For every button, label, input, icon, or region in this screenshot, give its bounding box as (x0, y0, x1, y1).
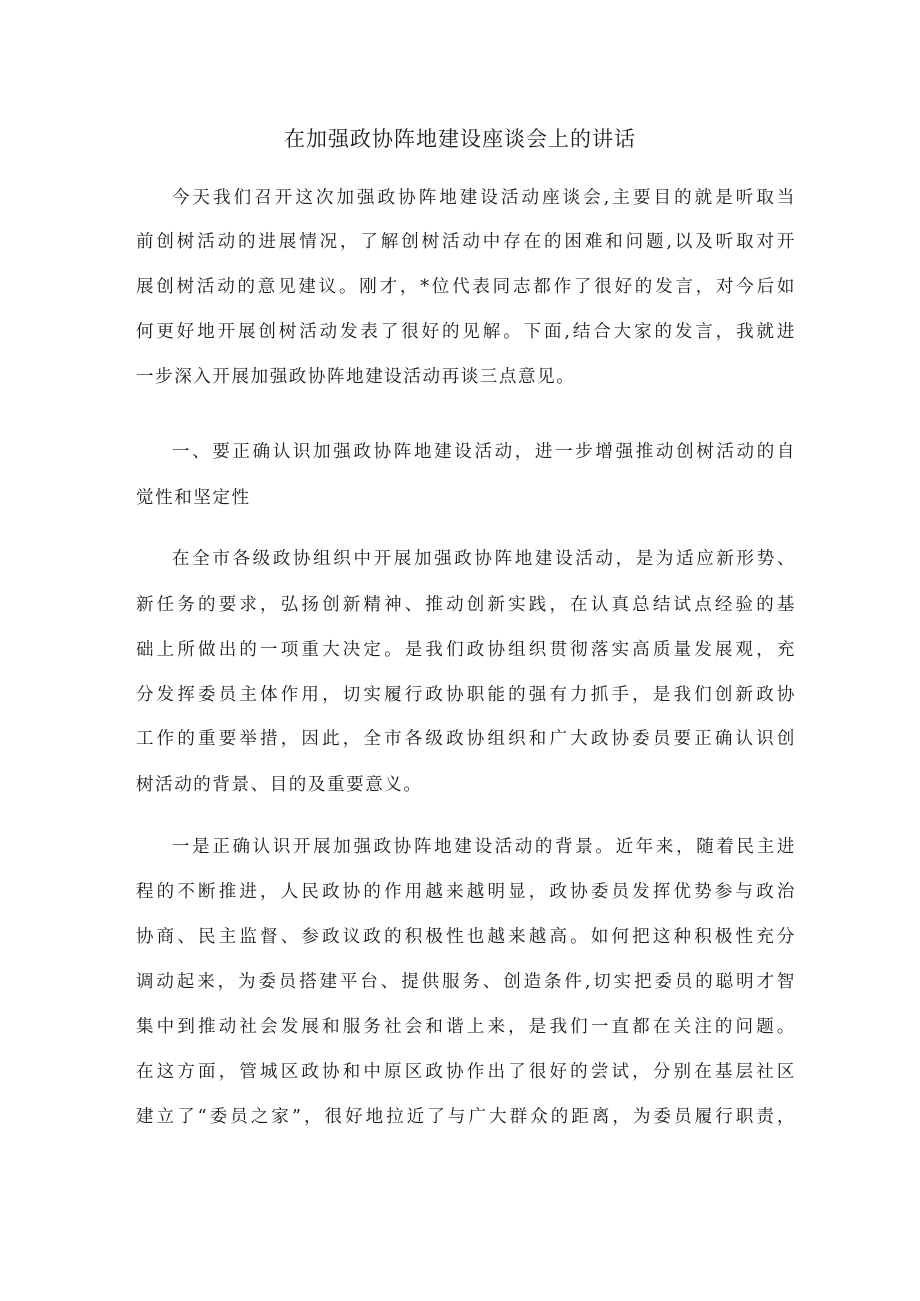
text-line: 调动起来，为委员搭建平台、提供服务、创造条件,切实把委员的聪明才智 (136, 972, 796, 992)
text-line: 今天我们召开这次加强政协阵地建设活动座谈会,主要目的就是听取当 (172, 188, 796, 208)
text-line: 一步深入开展加强政协阵地建设活动再谈三点意见。 (136, 367, 576, 387)
text-line: 建立了“委员之家”，很好地拉近了与广大群众的距离，为委员履行职责， (136, 1107, 796, 1127)
text-line: 在全市各级政协组织中开展加强政协阵地建设活动，是为适应新形势、 (172, 549, 796, 569)
text-line: 协商、民主监督、参政议政的积极性也越来越高。如何把这种积极性充分 (136, 927, 796, 947)
text-line: 工作的重要举措，因此，全市各级政协组织和广大政协委员要正确认识创 (136, 729, 796, 749)
text-line: 何更好地开展创树活动发表了很好的见解。下面,结合大家的发言，我就进 (136, 322, 796, 342)
text-line: 分发挥委员主体作用，切实履行政协职能的强有力抓手，是我们创新政协 (136, 685, 796, 705)
text-line: 展创树活动的意见建议。刚才，*位代表同志都作了很好的发言，对今后如 (136, 277, 796, 297)
text-line: 新任务的要求，弘扬创新精神、推动创新实践，在认真总结试点经验的基 (136, 595, 796, 615)
text-line: 树活动的背景、目的及重要意义。 (136, 775, 423, 795)
text-line: 一是正确认识开展加强政协阵地建设活动的背景。近年来，随着民主进 (172, 837, 796, 857)
text-line: 程的不断推进，人民政协的作用越来越明显，政协委员发挥优势参与政治 (136, 882, 796, 902)
text-line: 前创树活动的进展情况，了解创树活动中存在的困难和问题,以及听取对开 (136, 232, 796, 252)
text-line: 觉性和坚定性 (136, 488, 251, 508)
text-line: 集中到推动社会发展和服务社会和谐上来，是我们一直都在关注的问题。 (136, 1017, 796, 1037)
text-line: 一、要正确认识加强政协阵地建设活动，进一步增强推动创树活动的自 (172, 442, 796, 462)
document-title: 在加强政协阵地建设座谈会上的讲话 (284, 127, 636, 151)
text-line: 础上所做出的一项重大决定。是我们政协组织贯彻落实高质量发展观，充 (136, 640, 796, 660)
text-line: 在这方面，管城区政协和中原区政协作出了很好的尝试，分别在基层社区 (136, 1062, 796, 1082)
